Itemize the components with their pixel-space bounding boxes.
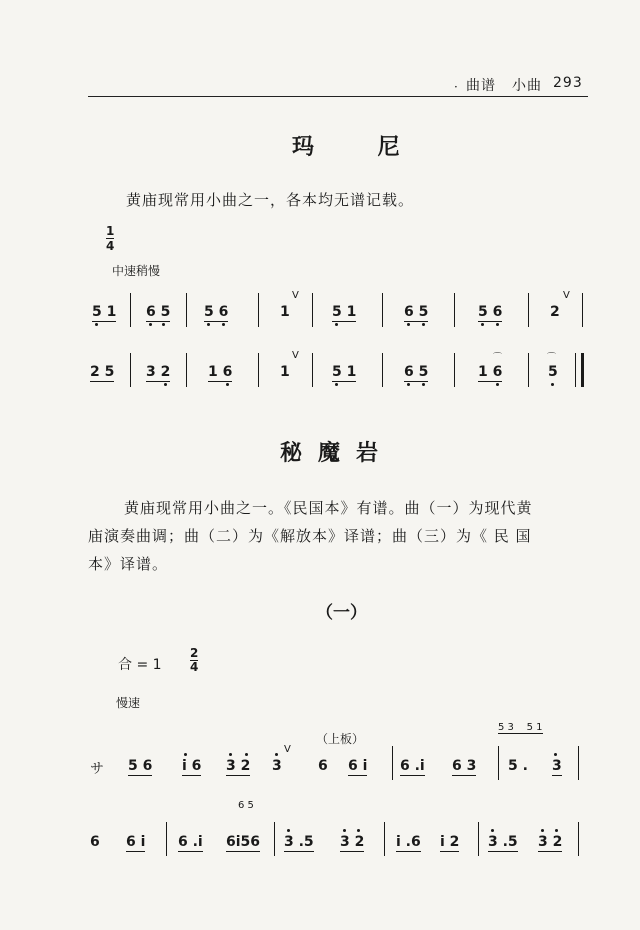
- barline: [258, 353, 259, 387]
- song2-l2-n10: 3 2: [538, 834, 563, 850]
- header-subsection: 小曲: [512, 78, 542, 94]
- barline: [582, 293, 583, 327]
- song1-l1-m8: 2: [550, 304, 560, 320]
- low-dot: [164, 383, 167, 386]
- song2-l1-n8: 6 .i: [400, 758, 425, 774]
- high-dot: [229, 753, 232, 756]
- annotation-label: （上板）: [316, 732, 365, 746]
- header-rule: [88, 96, 588, 97]
- song1-l1-m2: 6 5: [146, 304, 171, 320]
- song2-l2-n1: 6: [90, 834, 100, 850]
- song2-description-line1: 黄庙现常用小曲之一。《民国本》有谱。曲（一）为现代黄: [124, 499, 533, 517]
- song1-l2-m6: 6 5: [404, 364, 429, 380]
- low-dot: [422, 383, 425, 386]
- high-dot: [184, 753, 187, 756]
- part-label: （一）: [316, 603, 367, 623]
- high-dot: [554, 753, 557, 756]
- low-dot: [496, 383, 499, 386]
- low-dot: [335, 323, 338, 326]
- barline: [528, 293, 529, 327]
- barline: [382, 293, 383, 327]
- song1-description: 黄庙现常用小曲之一，各本均无谱记载。: [126, 191, 415, 209]
- song2-l1-n7: 6 i: [348, 758, 368, 774]
- song2-tempo: 慢速: [116, 696, 141, 710]
- barline: [498, 746, 499, 780]
- barline: [454, 353, 455, 387]
- barline: [382, 353, 383, 387]
- fermata-icon: ⌒: [547, 353, 557, 363]
- song1-tempo: 中速稍慢: [112, 264, 161, 278]
- song2-l2-n4: 6i56: [226, 834, 261, 850]
- barline: [186, 293, 187, 327]
- song2-description-line2: 庙演奏曲调；曲（二）为《解放本》译谱；曲（三）为《 民 国: [88, 527, 532, 545]
- high-dot: [275, 753, 278, 756]
- high-dot: [357, 829, 360, 832]
- high-dot: [343, 829, 346, 832]
- low-dot: [226, 383, 229, 386]
- song2-l2-n5: 3 .5: [284, 834, 314, 850]
- low-dot: [222, 323, 225, 326]
- song1-l2-m8: 5: [548, 364, 558, 380]
- barline: [578, 822, 579, 856]
- song2-l2-n2: 6 i: [126, 834, 146, 850]
- header-section: 曲谱: [466, 78, 496, 94]
- breath-mark: V: [563, 290, 570, 301]
- song1-l2-m2: 3 2: [146, 364, 171, 380]
- barline: [392, 746, 393, 780]
- low-dot: [335, 383, 338, 386]
- song2-l2-n8: i 2: [440, 834, 460, 850]
- low-dot: [95, 323, 98, 326]
- song2-l1-n2: 5 6: [128, 758, 153, 774]
- song1-l2-m1: 2 5: [90, 364, 115, 380]
- barline: [130, 293, 131, 327]
- barline: [578, 746, 579, 780]
- fermata-icon: ⌒: [493, 353, 503, 363]
- page-number: 293: [553, 75, 583, 91]
- ornament-note: 6 5: [238, 800, 254, 811]
- barline: [528, 353, 529, 387]
- song2-l1-n5: 3: [272, 758, 282, 774]
- low-dot: [207, 323, 210, 326]
- song2-l1-n6: 6: [318, 758, 328, 774]
- song1-l1-m3: 5 6: [204, 304, 229, 320]
- barline: [312, 293, 313, 327]
- low-dot: [496, 323, 499, 326]
- high-dot: [491, 829, 494, 832]
- final-barline: [575, 353, 584, 387]
- song2-time-signature: 2 4: [190, 646, 199, 674]
- low-dot: [407, 383, 410, 386]
- barline: [384, 822, 385, 856]
- barline: [312, 353, 313, 387]
- barline: [258, 293, 259, 327]
- song1-title: 玛 尼: [292, 135, 428, 160]
- song1-l2-m5: 5 1: [332, 364, 357, 380]
- header-divider-tick: ·: [454, 80, 458, 94]
- breath-mark: V: [292, 290, 299, 301]
- song2-l1-n1: サ: [90, 761, 104, 777]
- barline: [186, 353, 187, 387]
- song1-l1-m7: 5 6: [478, 304, 503, 320]
- song2-title: 秘魔岩: [280, 441, 395, 466]
- song1-l2-m3: 1 6: [208, 364, 233, 380]
- song2-l2-n3: 6 .i: [178, 834, 203, 850]
- ornament-note: 5 3 5 1: [498, 722, 543, 733]
- low-dot: [481, 323, 484, 326]
- song1-l1-m6: 6 5: [404, 304, 429, 320]
- high-dot: [555, 829, 558, 832]
- low-dot: [407, 323, 410, 326]
- song1-l1-m4: 1: [280, 304, 290, 320]
- song2-l2-n6: 3 2: [340, 834, 365, 850]
- song2-key: 合 = 1: [118, 657, 162, 673]
- high-dot: [541, 829, 544, 832]
- song1-time-signature: 1 4: [106, 224, 115, 253]
- song2-l1-n4: 3 2: [226, 758, 251, 774]
- song1-l1-m5: 5 1: [332, 304, 357, 320]
- song2-l2-n9: 3 .5: [488, 834, 518, 850]
- low-dot: [551, 383, 554, 386]
- song1-l2-m7: 1 6: [478, 364, 503, 380]
- barline: [166, 822, 167, 856]
- barline: [454, 293, 455, 327]
- high-dot: [287, 829, 290, 832]
- song1-l2-m4: 1: [280, 364, 290, 380]
- song1-l1-m1: 5 1: [92, 304, 117, 320]
- barline: [130, 353, 131, 387]
- barline: [478, 822, 479, 856]
- song2-l2-n7: i .6: [396, 834, 421, 850]
- high-dot: [245, 753, 248, 756]
- song2-l1-n9: 6 3: [452, 758, 477, 774]
- breath-mark: V: [292, 350, 299, 361]
- low-dot: [162, 323, 165, 326]
- song2-description-line3: 本》译谱。: [88, 555, 169, 573]
- song2-l1-n10: 5 .: [508, 758, 528, 774]
- breath-mark: V: [284, 744, 291, 755]
- song2-l1-n11: 3: [552, 758, 562, 774]
- song2-l1-n3: i 6: [182, 758, 202, 774]
- low-dot: [422, 323, 425, 326]
- low-dot: [149, 323, 152, 326]
- barline: [274, 822, 275, 856]
